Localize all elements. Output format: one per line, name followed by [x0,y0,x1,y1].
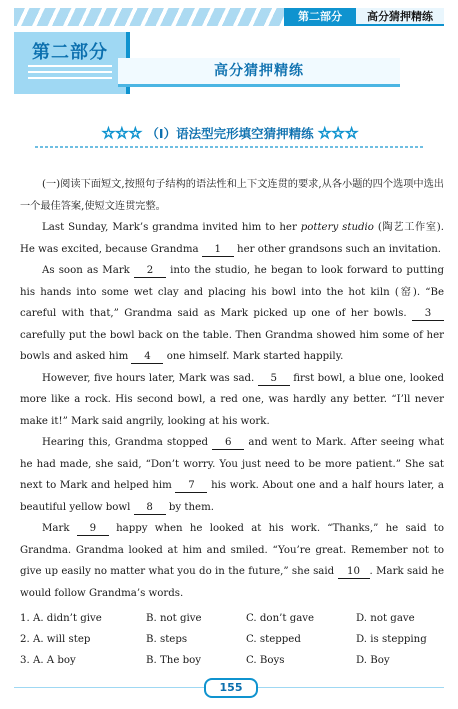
header-stripes [14,8,284,26]
option-2b: B. steps [146,634,188,645]
answer-options [20,608,444,671]
blank-8: 8 [134,502,166,515]
part-subtitle: 高分猜押精练 [214,63,304,79]
option-3a: 3. A. A boy [20,655,76,666]
blank-5: 5 [258,373,290,386]
part-title: 第二部分 [32,42,108,63]
option-2c: C. stepped [246,634,301,645]
page-number: 155 [204,678,258,698]
blank-3: 3 [412,308,444,321]
paragraph-5: Mark 9 happy when he looked at his work. “Thanks,” he said to Grandma. Grandma looked at him and smiled. “You’re great. Remember not to give up easily no matter what you do in the future,” she said 10 . Mark said he would follow Grandma’s words. [20,523,445,599]
paragraph-4: Hearing this, Grandma stopped 6 and went to Mark. After seeing what he had made, she said, “Don’t worry. You just need to be more patient.” She sat next to Mark and helped him 7 his work. About one and a half hours later, a beautiful yellow bowl 8 by them. [20,437,445,513]
paragraph-1: Last Sunday, Mark’s grandma invited him to her pottery studio (陶艺工作室). He was excited, because Grandma 1 her other grandsons such an invitation. [20,222,444,255]
option-2a: 2. A. will step [20,634,91,645]
option-1c: C. don’t gave [246,613,315,624]
option-1d: D. not gave [356,613,415,624]
option-3d: D. Boy [356,655,390,666]
section-heading [60,122,400,144]
blank-4: 4 [131,351,163,364]
blank-7: 7 [175,480,207,493]
blank-1: 1 [202,244,234,257]
part-decoration [28,65,112,83]
option-row [20,650,444,671]
option-1a: 1. A. didn’t give [20,613,102,624]
option-3b: B. The boy [146,655,201,666]
header-section-title: 高分猜押精练 [356,8,444,26]
star-icon: ☆☆☆ [101,124,143,142]
instructions: (一)阅读下面短文,按照句子结构的语法性和上下文连贯的要求,从各小题的四个选项中选出一个最佳答案,使短文连贯完整。 [20,179,444,212]
blank-6: 6 [212,437,244,450]
part-box [14,32,130,94]
blank-10: 10 [338,566,370,579]
running-header [14,8,444,26]
blank-2: 2 [134,265,166,278]
option-row [20,629,444,650]
blank-9: 9 [77,523,109,536]
passage [20,174,444,604]
paragraph-3: However, five hours later, Mark was sad. 5 first bowl, a blue one, looked more like a rock. His second bowl, a red one, was hardly any better. “I’ll never make it!” Mark said angrily, looking at his work. [20,372,444,427]
header-section-tag: 第二部分 [284,8,356,26]
section-divider [35,146,425,148]
paragraph-2: As soon as Mark 2 into the studio, he began to look forward to putting his hands into some wet clay and placing his bowl into the hot kiln (窑). “Be careful with that,” Grandma said as Mark picked up one of her bowls. 3 carefully put the bowl back on the table. Then Grandma showed him some of her bowls and asked him 4 one himself. Mark started happily. [20,265,444,362]
section-heading-text: （Ⅰ）语法型完形填空猜押精练 [146,126,314,141]
star-icon: ☆☆☆ [317,124,359,142]
option-3c: C. Boys [246,655,285,666]
option-1b: B. not give [146,613,202,624]
option-row [20,608,444,629]
option-2d: D. is stepping [356,634,427,645]
